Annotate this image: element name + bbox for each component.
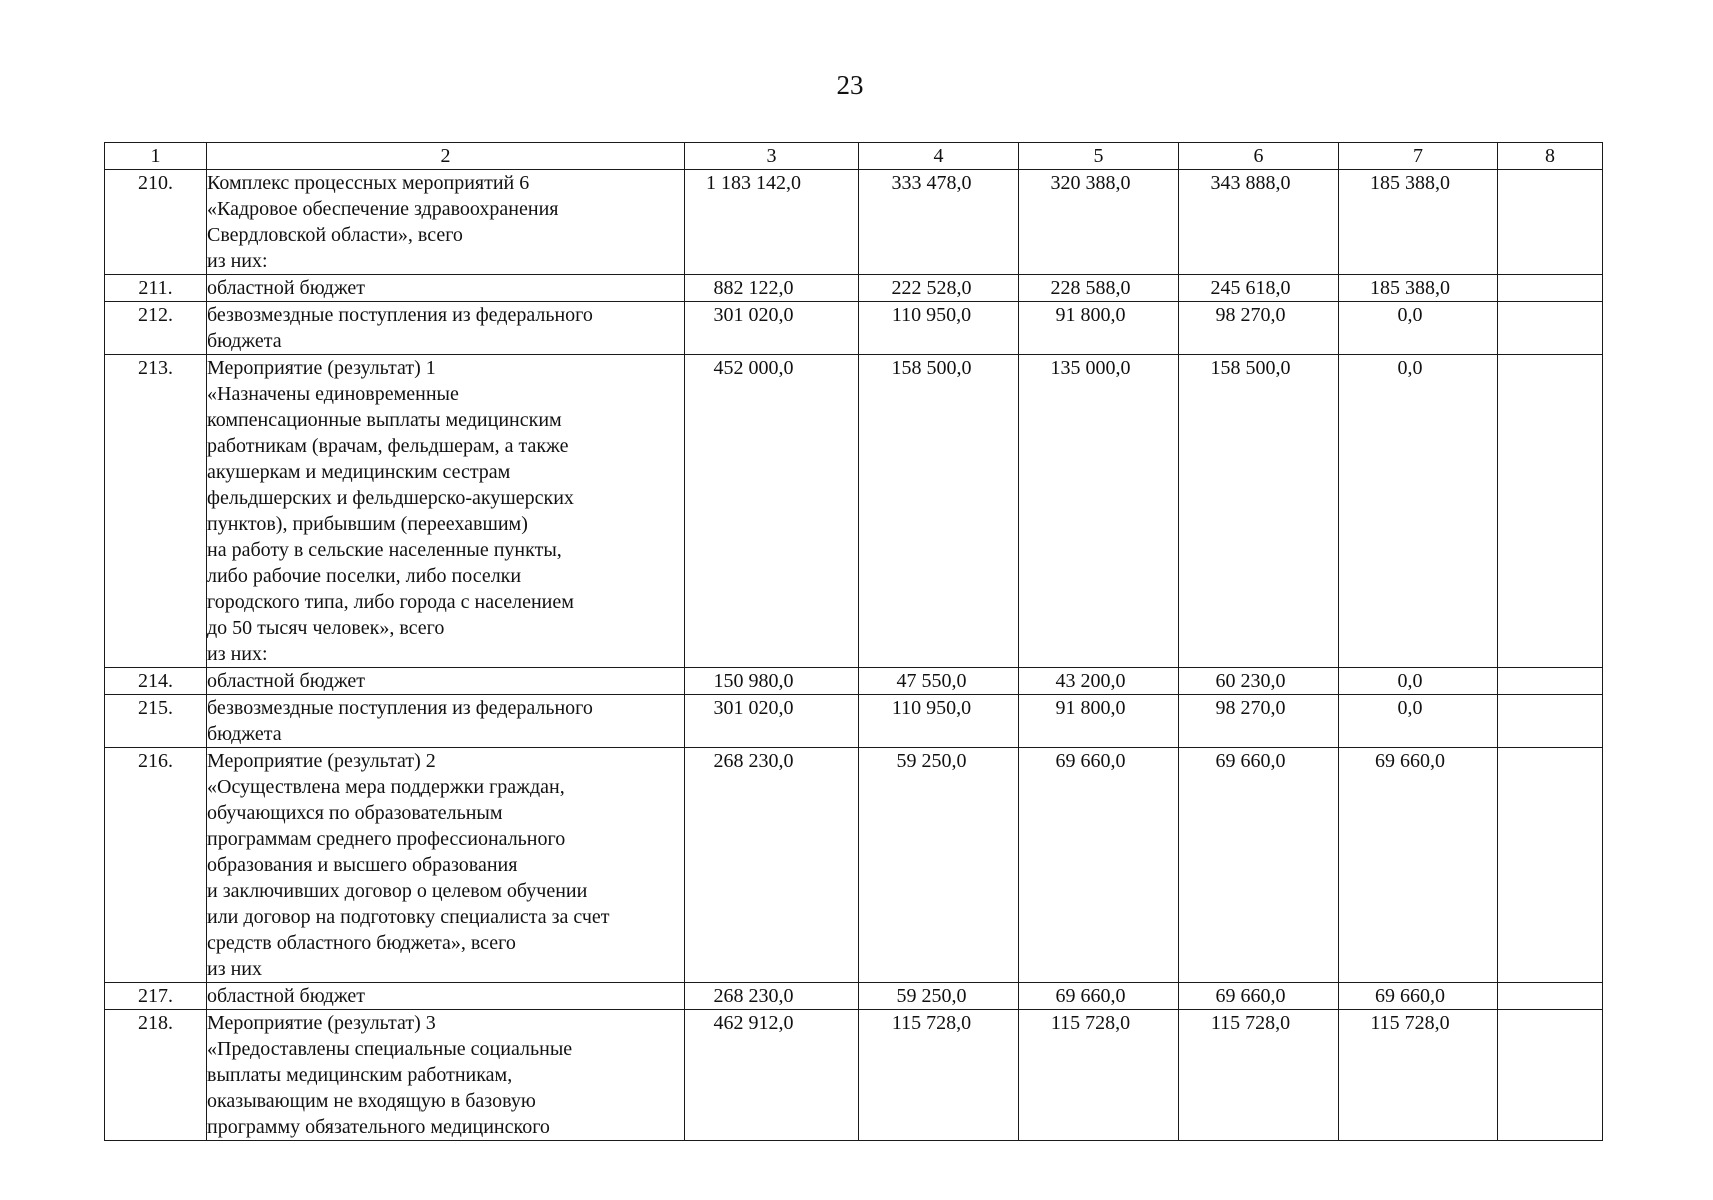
table-row	[105, 170, 1603, 275]
table-row	[105, 1010, 1603, 1141]
value-col-6: 245 618,0	[1179, 275, 1339, 302]
value-col-5: 91 800,0	[1019, 695, 1179, 748]
value-col-7: 115 728,0	[1339, 1010, 1498, 1141]
value-col-8	[1498, 983, 1603, 1010]
value-col-3: 301 020,0	[685, 302, 859, 355]
value-col-3: 301 020,0	[685, 695, 859, 748]
header-col-4: 4	[859, 143, 1019, 170]
row-name: областной бюджет	[207, 668, 685, 695]
value-col-4: 110 950,0	[859, 302, 1019, 355]
value-col-5: 228 588,0	[1019, 275, 1179, 302]
value-col-7: 185 388,0	[1339, 170, 1498, 275]
value-col-6: 69 660,0	[1179, 748, 1339, 983]
row-name: безвозмездные поступления из федерального бюджета	[207, 695, 685, 748]
value-col-7: 69 660,0	[1339, 748, 1498, 983]
value-col-3: 462 912,0	[685, 1010, 859, 1141]
value-col-5: 135 000,0	[1019, 355, 1179, 668]
table-row	[105, 695, 1603, 748]
value-col-7: 0,0	[1339, 668, 1498, 695]
value-col-8	[1498, 170, 1603, 275]
row-name: Мероприятие (результат) 2 «Осуществлена мера поддержки граждан, обучающихся по образовательным программам среднего профессионального образования и высшего образования и заключивших договор о целевом обучении или договор на подготовку специалиста за счет средств областного бюджета», всего из них	[207, 748, 685, 983]
value-col-4: 158 500,0	[859, 355, 1019, 668]
value-col-8	[1498, 668, 1603, 695]
value-col-5: 320 388,0	[1019, 170, 1179, 275]
table-row	[105, 983, 1603, 1010]
header-col-3: 3	[685, 143, 859, 170]
value-col-3: 150 980,0	[685, 668, 859, 695]
value-col-5: 69 660,0	[1019, 983, 1179, 1010]
value-col-3: 268 230,0	[685, 748, 859, 983]
value-col-3: 1 183 142,0	[685, 170, 859, 275]
page-number: 23	[836, 70, 864, 100]
value-col-8	[1498, 1010, 1603, 1141]
table-row	[105, 302, 1603, 355]
value-col-7: 185 388,0	[1339, 275, 1498, 302]
header-col-1: 1	[105, 143, 207, 170]
header-col-7: 7	[1339, 143, 1498, 170]
value-col-7: 0,0	[1339, 302, 1498, 355]
header-col-5: 5	[1019, 143, 1179, 170]
value-col-3: 268 230,0	[685, 983, 859, 1010]
value-col-7: 0,0	[1339, 355, 1498, 668]
value-col-8	[1498, 748, 1603, 983]
value-col-3: 882 122,0	[685, 275, 859, 302]
header-row	[105, 143, 1603, 170]
value-col-4: 115 728,0	[859, 1010, 1019, 1141]
table-row	[105, 668, 1603, 695]
value-col-6: 98 270,0	[1179, 302, 1339, 355]
table-row	[105, 748, 1603, 983]
row-name: Мероприятие (результат) 3 «Предоставлены специальные социальные выплаты медицинским работникам, оказывающим не входящую в базовую программу обязательного медицинского	[207, 1010, 685, 1141]
row-name: Мероприятие (результат) 1 «Назначены единовременные компенсационные выплаты медицинским работникам (врачам, фельдшерам, а также акушеркам и медицинским сестрам фельдшерских и фельдшерско-акушерских пунктов), прибывшим (переехавшим) на работу в сельские населенные пункты, либо рабочие поселки, либо поселки городского типа, либо города с населением до 50 тысяч человек», всего из них:	[207, 355, 685, 668]
row-number: 214.	[105, 668, 207, 695]
row-number: 213.	[105, 355, 207, 668]
row-name: безвозмездные поступления из федерального бюджета	[207, 302, 685, 355]
value-col-6: 115 728,0	[1179, 1010, 1339, 1141]
value-col-7: 0,0	[1339, 695, 1498, 748]
value-col-8	[1498, 302, 1603, 355]
value-col-8	[1498, 275, 1603, 302]
table-row	[105, 275, 1603, 302]
value-col-6: 60 230,0	[1179, 668, 1339, 695]
value-col-4: 59 250,0	[859, 748, 1019, 983]
row-name: областной бюджет	[207, 983, 685, 1010]
row-name: Комплекс процессных мероприятий 6 «Кадровое обеспечение здравоохранения Свердловской области», всего из них:	[207, 170, 685, 275]
value-col-5: 69 660,0	[1019, 748, 1179, 983]
value-col-4: 47 550,0	[859, 668, 1019, 695]
row-number: 212.	[105, 302, 207, 355]
row-name: областной бюджет	[207, 275, 685, 302]
value-col-3: 452 000,0	[685, 355, 859, 668]
value-col-4: 333 478,0	[859, 170, 1019, 275]
value-col-4: 59 250,0	[859, 983, 1019, 1010]
value-col-6: 343 888,0	[1179, 170, 1339, 275]
value-col-5: 43 200,0	[1019, 668, 1179, 695]
row-number: 210.	[105, 170, 207, 275]
value-col-5: 91 800,0	[1019, 302, 1179, 355]
value-col-6: 158 500,0	[1179, 355, 1339, 668]
header-col-2: 2	[207, 143, 685, 170]
header-col-6: 6	[1179, 143, 1339, 170]
row-number: 211.	[105, 275, 207, 302]
table-row	[105, 355, 1603, 668]
value-col-6: 69 660,0	[1179, 983, 1339, 1010]
value-col-8	[1498, 355, 1603, 668]
value-col-4: 110 950,0	[859, 695, 1019, 748]
value-col-6: 98 270,0	[1179, 695, 1339, 748]
value-col-7: 69 660,0	[1339, 983, 1498, 1010]
row-number: 217.	[105, 983, 207, 1010]
row-number: 218.	[105, 1010, 207, 1141]
value-col-8	[1498, 695, 1603, 748]
value-col-4: 222 528,0	[859, 275, 1019, 302]
row-number: 215.	[105, 695, 207, 748]
header-col-8: 8	[1498, 143, 1603, 170]
value-col-5: 115 728,0	[1019, 1010, 1179, 1141]
row-number: 216.	[105, 748, 207, 983]
budget-table	[104, 142, 1603, 1141]
